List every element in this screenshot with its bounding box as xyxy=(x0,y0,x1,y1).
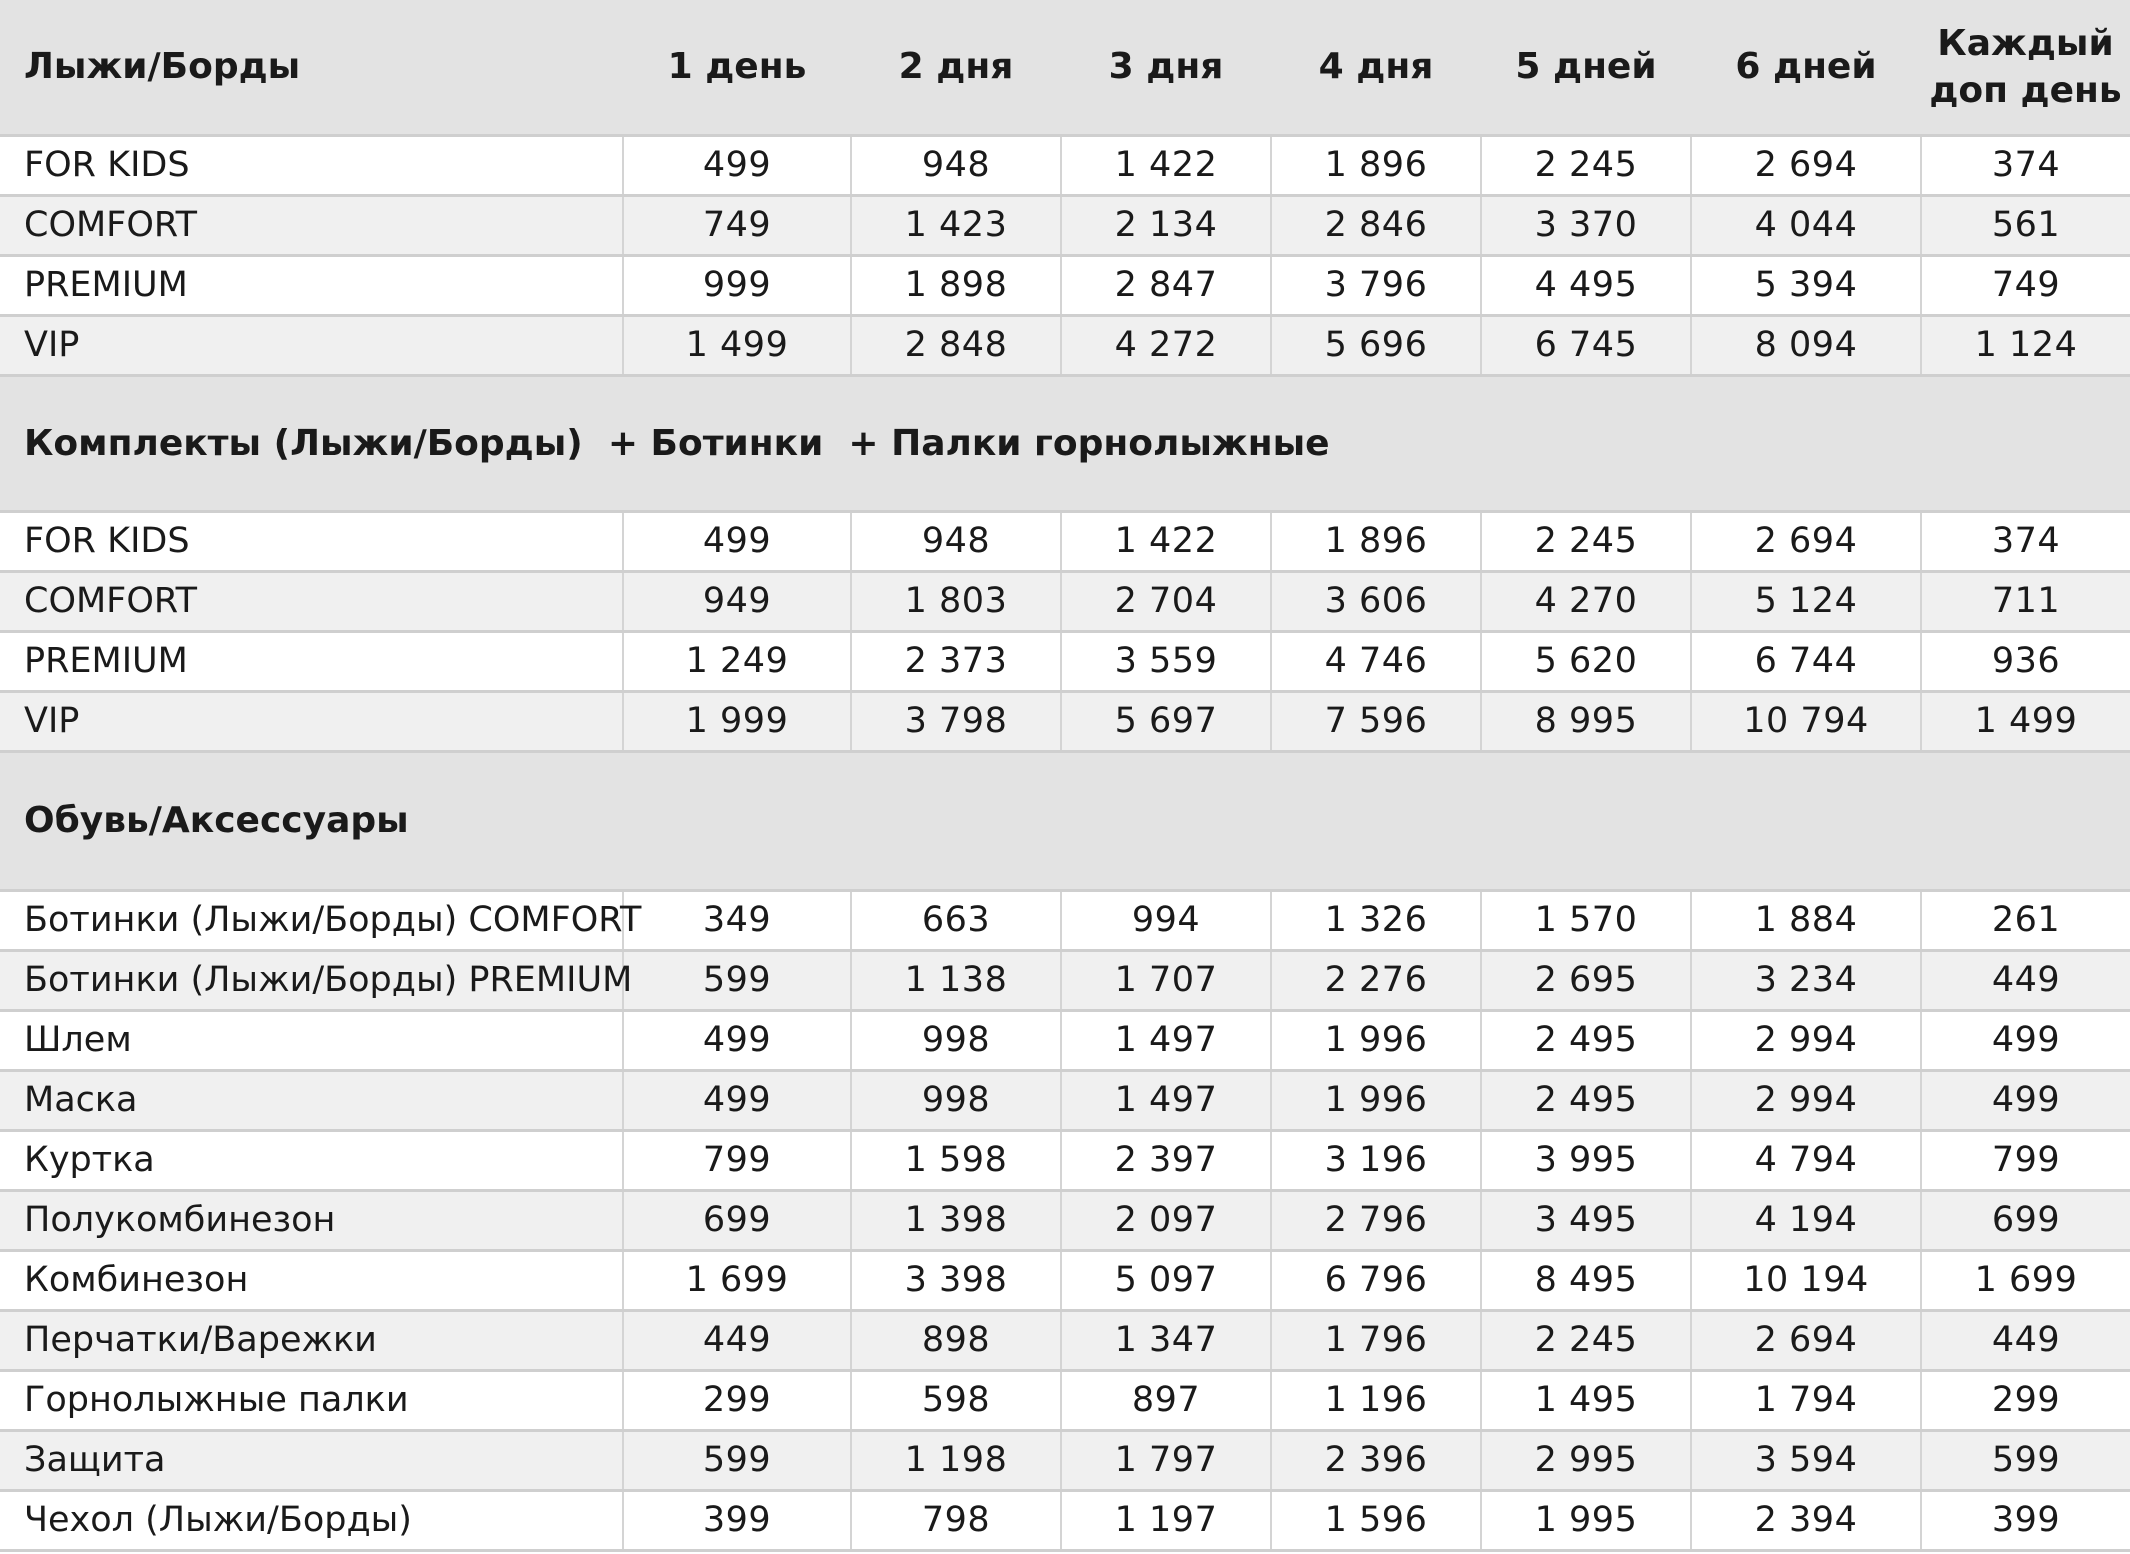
table-header-row xyxy=(0,0,2130,135)
price-day-1: 599 xyxy=(623,950,851,1010)
price-day-6: 2 694 xyxy=(1691,135,1921,195)
price-day-2: 3 398 xyxy=(851,1250,1061,1310)
price-day-3: 994 xyxy=(1061,890,1271,950)
section-header-row xyxy=(0,751,2130,890)
price-day-6: 5 394 xyxy=(1691,255,1921,315)
table-row xyxy=(0,1130,2130,1190)
col-header-1-day: 1 день xyxy=(623,0,851,135)
price-day-2: 598 xyxy=(851,1370,1061,1430)
price-day-1: 1 499 xyxy=(623,315,851,375)
table-row xyxy=(0,890,2130,950)
price-day-2: 948 xyxy=(851,135,1061,195)
price-day-3: 1 497 xyxy=(1061,1070,1271,1130)
price-extra-day: 699 xyxy=(1921,1190,2130,1250)
item-name: FOR KIDS xyxy=(0,511,623,571)
price-day-4: 5 696 xyxy=(1271,315,1481,375)
price-day-5: 8 495 xyxy=(1481,1250,1691,1310)
price-day-4: 3 196 xyxy=(1271,1130,1481,1190)
table-row xyxy=(0,1010,2130,1070)
item-name: VIP xyxy=(0,315,623,375)
table-row xyxy=(0,1310,2130,1370)
price-day-6: 3 594 xyxy=(1691,1430,1921,1490)
item-name: Шлем xyxy=(0,1010,623,1070)
price-day-4: 1 996 xyxy=(1271,1070,1481,1130)
price-day-5: 2 245 xyxy=(1481,135,1691,195)
price-day-4: 1 196 xyxy=(1271,1370,1481,1430)
price-extra-day: 749 xyxy=(1921,255,2130,315)
price-extra-day: 1 124 xyxy=(1921,315,2130,375)
price-day-3: 2 704 xyxy=(1061,571,1271,631)
price-day-6: 1 884 xyxy=(1691,890,1921,950)
table-row xyxy=(0,1190,2130,1250)
price-extra-day: 711 xyxy=(1921,571,2130,631)
price-day-6: 2 694 xyxy=(1691,1310,1921,1370)
col-header-4-days: 4 дня xyxy=(1271,0,1481,135)
price-day-3: 2 097 xyxy=(1061,1190,1271,1250)
price-day-4: 2 796 xyxy=(1271,1190,1481,1250)
price-day-6: 5 124 xyxy=(1691,571,1921,631)
price-day-6: 10 194 xyxy=(1691,1250,1921,1310)
price-day-3: 5 697 xyxy=(1061,691,1271,751)
price-day-3: 3 559 xyxy=(1061,631,1271,691)
table-row xyxy=(0,631,2130,691)
section-header-row xyxy=(0,375,2130,511)
price-day-6: 2 394 xyxy=(1691,1490,1921,1550)
price-day-5: 2 495 xyxy=(1481,1010,1691,1070)
price-day-6: 8 094 xyxy=(1691,315,1921,375)
price-day-6: 4 794 xyxy=(1691,1130,1921,1190)
price-day-4: 1 896 xyxy=(1271,135,1481,195)
price-extra-day: 299 xyxy=(1921,1370,2130,1430)
price-extra-day: 399 xyxy=(1921,1490,2130,1550)
price-day-5: 3 370 xyxy=(1481,195,1691,255)
price-day-6: 2 994 xyxy=(1691,1070,1921,1130)
item-name: VIP xyxy=(0,691,623,751)
price-day-1: 949 xyxy=(623,571,851,631)
price-day-4: 3 606 xyxy=(1271,571,1481,631)
price-day-5: 1 995 xyxy=(1481,1490,1691,1550)
price-day-1: 499 xyxy=(623,135,851,195)
item-name: Маска xyxy=(0,1070,623,1130)
table-row xyxy=(0,315,2130,375)
price-extra-day: 261 xyxy=(1921,890,2130,950)
price-day-1: 1 249 xyxy=(623,631,851,691)
col-header-extra-day-text: Каждый доп день xyxy=(1929,22,2122,111)
item-name: Перчатки/Варежки xyxy=(0,1310,623,1370)
price-day-1: 999 xyxy=(623,255,851,315)
item-name: PREMIUM xyxy=(0,255,623,315)
price-day-1: 799 xyxy=(623,1130,851,1190)
price-day-5: 2 995 xyxy=(1481,1430,1691,1490)
col-header-extra-day xyxy=(1921,0,2130,135)
price-day-5: 2 495 xyxy=(1481,1070,1691,1130)
price-day-2: 798 xyxy=(851,1490,1061,1550)
price-day-1: 599 xyxy=(623,1430,851,1490)
price-day-2: 898 xyxy=(851,1310,1061,1370)
price-day-1: 399 xyxy=(623,1490,851,1550)
price-day-1: 299 xyxy=(623,1370,851,1430)
price-day-5: 4 270 xyxy=(1481,571,1691,631)
price-day-2: 3 798 xyxy=(851,691,1061,751)
price-extra-day: 449 xyxy=(1921,950,2130,1010)
price-day-2: 1 803 xyxy=(851,571,1061,631)
price-day-6: 10 794 xyxy=(1691,691,1921,751)
item-name: Комбинезон xyxy=(0,1250,623,1310)
item-name: Защита xyxy=(0,1430,623,1490)
table-row xyxy=(0,571,2130,631)
price-day-3: 5 097 xyxy=(1061,1250,1271,1310)
item-name: FOR KIDS xyxy=(0,135,623,195)
price-day-3: 2 847 xyxy=(1061,255,1271,315)
price-day-6: 6 744 xyxy=(1691,631,1921,691)
price-day-3: 1 422 xyxy=(1061,135,1271,195)
price-extra-day: 1 499 xyxy=(1921,691,2130,751)
price-day-4: 1 896 xyxy=(1271,511,1481,571)
price-extra-day: 499 xyxy=(1921,1070,2130,1130)
price-extra-day: 1 699 xyxy=(1921,1250,2130,1310)
price-day-2: 1 598 xyxy=(851,1130,1061,1190)
price-day-5: 3 995 xyxy=(1481,1130,1691,1190)
table-row xyxy=(0,135,2130,195)
price-day-6: 3 234 xyxy=(1691,950,1921,1010)
price-day-3: 2 397 xyxy=(1061,1130,1271,1190)
price-extra-day: 374 xyxy=(1921,511,2130,571)
table-row xyxy=(0,195,2130,255)
price-day-3: 1 347 xyxy=(1061,1310,1271,1370)
price-day-4: 2 846 xyxy=(1271,195,1481,255)
col-header-6-days: 6 дней xyxy=(1691,0,1921,135)
price-day-4: 1 326 xyxy=(1271,890,1481,950)
section-title-skis-boards: Лыжи/Борды xyxy=(0,0,623,135)
price-day-1: 499 xyxy=(623,511,851,571)
price-day-3: 4 272 xyxy=(1061,315,1271,375)
col-header-5-days: 5 дней xyxy=(1481,0,1691,135)
price-extra-day: 449 xyxy=(1921,1310,2130,1370)
price-day-3: 1 797 xyxy=(1061,1430,1271,1490)
price-day-1: 499 xyxy=(623,1070,851,1130)
col-header-3-days: 3 дня xyxy=(1061,0,1271,135)
price-day-1: 449 xyxy=(623,1310,851,1370)
table-row xyxy=(0,255,2130,315)
price-day-4: 2 396 xyxy=(1271,1430,1481,1490)
price-day-2: 998 xyxy=(851,1010,1061,1070)
item-name: COMFORT xyxy=(0,195,623,255)
price-day-5: 2 245 xyxy=(1481,1310,1691,1370)
price-day-3: 1 707 xyxy=(1061,950,1271,1010)
price-day-3: 2 134 xyxy=(1061,195,1271,255)
item-name: PREMIUM xyxy=(0,631,623,691)
table-row xyxy=(0,1370,2130,1430)
section-title: Обувь/Аксессуары xyxy=(0,751,2130,890)
table-row xyxy=(0,691,2130,751)
price-extra-day: 599 xyxy=(1921,1430,2130,1490)
price-day-1: 499 xyxy=(623,1010,851,1070)
price-day-2: 1 198 xyxy=(851,1430,1061,1490)
price-day-4: 2 276 xyxy=(1271,950,1481,1010)
price-day-2: 2 848 xyxy=(851,315,1061,375)
price-day-5: 1 495 xyxy=(1481,1370,1691,1430)
price-extra-day: 499 xyxy=(1921,1010,2130,1070)
price-day-5: 8 995 xyxy=(1481,691,1691,751)
section-title: Комплекты (Лыжи/Борды) + Ботинки + Палки горнолыжные xyxy=(0,375,2130,511)
price-day-3: 1 497 xyxy=(1061,1010,1271,1070)
price-day-2: 2 373 xyxy=(851,631,1061,691)
price-day-6: 2 994 xyxy=(1691,1010,1921,1070)
price-day-5: 2 245 xyxy=(1481,511,1691,571)
price-day-2: 663 xyxy=(851,890,1061,950)
price-day-4: 1 996 xyxy=(1271,1010,1481,1070)
item-name: Ботинки (Лыжи/Борды) PREMIUM xyxy=(0,950,623,1010)
price-day-1: 749 xyxy=(623,195,851,255)
price-day-4: 6 796 xyxy=(1271,1250,1481,1310)
table-row xyxy=(0,1490,2130,1550)
price-day-2: 1 398 xyxy=(851,1190,1061,1250)
price-day-1: 1 999 xyxy=(623,691,851,751)
price-day-4: 4 746 xyxy=(1271,631,1481,691)
price-day-6: 1 794 xyxy=(1691,1370,1921,1430)
item-name: COMFORT xyxy=(0,571,623,631)
price-day-3: 1 197 xyxy=(1061,1490,1271,1550)
table-row xyxy=(0,511,2130,571)
price-day-5: 2 695 xyxy=(1481,950,1691,1010)
item-name: Чехол (Лыжи/Борды) xyxy=(0,1490,623,1550)
price-day-5: 6 745 xyxy=(1481,315,1691,375)
price-day-2: 998 xyxy=(851,1070,1061,1130)
price-day-2: 948 xyxy=(851,511,1061,571)
item-name: Горнолыжные палки xyxy=(0,1370,623,1430)
price-day-5: 3 495 xyxy=(1481,1190,1691,1250)
price-day-6: 4 194 xyxy=(1691,1190,1921,1250)
price-day-5: 4 495 xyxy=(1481,255,1691,315)
price-day-2: 1 898 xyxy=(851,255,1061,315)
price-day-6: 4 044 xyxy=(1691,195,1921,255)
price-day-1: 349 xyxy=(623,890,851,950)
price-day-5: 1 570 xyxy=(1481,890,1691,950)
table-row xyxy=(0,1070,2130,1130)
price-day-2: 1 423 xyxy=(851,195,1061,255)
price-day-1: 699 xyxy=(623,1190,851,1250)
price-day-6: 2 694 xyxy=(1691,511,1921,571)
table-row xyxy=(0,1250,2130,1310)
item-name: Полукомбинезон xyxy=(0,1190,623,1250)
price-day-2: 1 138 xyxy=(851,950,1061,1010)
price-day-4: 7 596 xyxy=(1271,691,1481,751)
price-extra-day: 799 xyxy=(1921,1130,2130,1190)
item-name: Куртка xyxy=(0,1130,623,1190)
price-day-5: 5 620 xyxy=(1481,631,1691,691)
price-day-4: 3 796 xyxy=(1271,255,1481,315)
price-day-3: 897 xyxy=(1061,1370,1271,1430)
price-extra-day: 561 xyxy=(1921,195,2130,255)
item-name: Ботинки (Лыжи/Борды) COMFORT xyxy=(0,890,623,950)
col-header-2-days: 2 дня xyxy=(851,0,1061,135)
price-day-4: 1 796 xyxy=(1271,1310,1481,1370)
price-day-1: 1 699 xyxy=(623,1250,851,1310)
price-extra-day: 936 xyxy=(1921,631,2130,691)
price-extra-day: 374 xyxy=(1921,135,2130,195)
price-day-3: 1 422 xyxy=(1061,511,1271,571)
price-day-4: 1 596 xyxy=(1271,1490,1481,1550)
table-row xyxy=(0,1430,2130,1490)
table-row xyxy=(0,950,2130,1010)
